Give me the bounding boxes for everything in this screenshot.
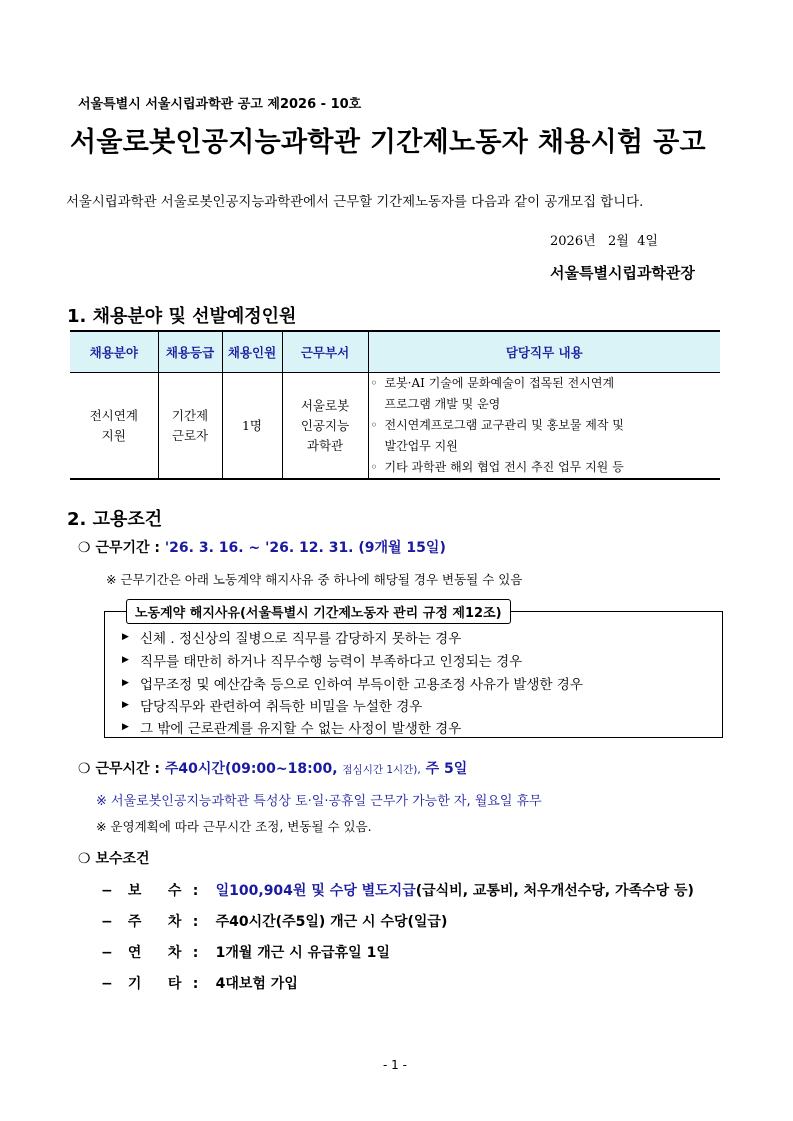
pay-item-label [128,911,188,931]
cell-grade-line: 기간제 [171,407,209,423]
work-period-label: 근무기간 : [95,540,161,556]
duty-text: 기타 과학관 해외 협업 전시 추진 업무 지원 등 [384,460,624,474]
pay-item-label [128,942,188,962]
issuer: 서울특별시립과학관장 [550,264,695,282]
intro-text: 서울시립과학관 서울로봇인공지능과학관에서 근무할 기간제노동자를 다음과 같이 공개모집 합니다. [66,195,644,210]
pay-item-label [128,973,188,993]
termination-item [122,717,461,737]
section2-heading: 2. 고용조건 [67,509,163,530]
table-row [70,373,720,480]
duty-text-cont: 프로그램 개발 및 운영 [384,397,501,411]
header-duties: 담당직무 내용 [368,331,720,373]
work-hours-row [78,758,467,778]
termination-item [122,673,583,693]
pay-label-char: 차 [167,945,182,961]
work-period-value: '26. 3. 16. ~ '26. 12. 31. (9개월 15일) [164,540,446,556]
cell-dept-line: 인공지능 [300,417,350,433]
triangle-right-icon: ▶ [122,678,129,688]
termination-item-text: 신체 . 정신상의 질병으로 직무를 감당하지 못하는 경우 [140,631,462,647]
cell-grade-line: 근로자 [171,427,209,443]
dash: − [101,976,113,992]
termination-item [122,650,522,670]
triangle-right-icon: ▶ [122,632,129,642]
pay-item [101,973,298,993]
pay-item-value: 일100,904원 및 수당 별도지급 [215,883,416,899]
pay-item [101,911,447,931]
dash: − [101,883,113,899]
termination-item-text: 그 밖에 근로관계를 유지할 수 없는 사정이 발생한 경우 [140,721,462,737]
table-header-row [70,331,720,373]
pay-label-char: 기 [127,976,142,992]
cell-dept-line: 과학관 [306,437,344,453]
pay-item-value: 주40시간(주5일) 개근 시 수당(일급) [215,914,448,930]
cell-field [70,373,158,480]
duty-text: 로봇·AI 기술에 문화예술이 접목된 전시연계 [384,376,615,390]
triangle-right-icon: ▶ [122,722,129,732]
duty-text-cont: 발간업무 지원 [384,439,458,453]
termination-title: 노동계약 해지사유(서울특별시 기간제노동자 관리 규정 제12조) [126,599,511,624]
issue-date: 2026년 2월 4일 [550,234,658,249]
cell-field-line: 전시연계 [89,407,138,423]
termination-item-text: 업무조정 및 예산감축 등으로 인하여 부득이한 고용조정 사유가 발생한 경우 [140,677,583,693]
circle-icon: ❍ [78,540,91,556]
cell-field-line: 지원 [101,427,126,443]
header-count: 채용인원 [222,331,282,373]
pay-label-char: 수 [167,883,182,899]
work-hours-lunch: 점심시간 1시간), [342,764,421,776]
cell-duties [368,373,720,480]
pay-label-char: 주 [127,914,142,930]
dash: − [101,914,113,930]
section1-heading: 1. 채용분야 및 선발예정인원 [67,306,297,327]
pay-item-value: 4대보험 가입 [215,976,298,992]
duty-item [371,415,719,436]
pay-label-char: 타 [167,976,182,992]
triangle-right-icon: ▶ [122,700,129,710]
work-hours-value: 주40시간(09:00~18:00, [164,761,338,777]
duty-item [371,373,719,394]
circle-icon: ❍ [78,761,91,777]
colon: : [192,976,199,992]
termination-item-text: 직무를 태만히 하거나 직무수행 능력이 부족하다고 인정되는 경우 [140,654,523,670]
header-grade: 채용등급 [158,331,222,373]
work-hours-note: ※ 운영계획에 따라 근무시간 조정, 변동될 수 있음. [96,819,372,834]
cell-count: 1명 [222,373,282,480]
pay-item [101,880,694,900]
pay-item [101,942,390,962]
pay-label-char: 차 [167,914,182,930]
colon: : [192,914,199,930]
termination-item-text: 담당직무와 관련하여 취득한 비밀을 누설한 경우 [140,699,423,715]
termination-item [122,627,461,647]
notice-number: 서울특별시 서울시립과학관 공고 제2026 - 10호 [78,97,362,112]
work-hours-note: ※ 서울로봇인공지능과학관 특성상 토·일·공휴일 근무가 가능한 자, 월요일 휴무 [96,794,542,809]
pay-item-label [128,880,188,900]
small-circle-icon: ◦ [370,418,378,432]
page-title: 서울로봇인공지능과학관 기간제노동자 채용시험 공고 [70,127,706,158]
termination-item [122,695,422,715]
duty-text: 전시연계프로그램 교구관리 및 홍보물 제작 및 [384,418,624,432]
small-circle-icon: ◦ [370,460,378,474]
pay-label-char: 보 [127,883,142,899]
cell-dept [282,373,368,480]
duty-item [371,457,719,478]
colon: : [192,883,199,899]
page-number: - 1 - [383,1058,407,1072]
dash: − [101,945,113,961]
pay-label-char: 연 [127,945,142,961]
recruitment-table [70,330,720,480]
cell-grade [158,373,222,480]
work-hours-days: 주 5일 [425,761,468,777]
pay-conditions-row [78,848,150,868]
work-period-note: ※ 근무기간은 아래 노동계약 해지사유 중 하나에 해당될 경우 변동될 수 있음 [106,572,523,587]
header-dept: 근무부서 [282,331,368,373]
work-period-row [78,537,446,557]
cell-dept-line: 서울로봇 [300,397,350,413]
header-field: 채용분야 [70,331,158,373]
pay-item-value: (급식비, 교통비, 처우개선수당, 가족수당 등) [415,883,694,899]
pay-conditions-label: 보수조건 [95,851,150,867]
small-circle-icon: ◦ [370,376,378,390]
triangle-right-icon: ▶ [122,655,129,665]
circle-icon: ❍ [78,851,91,867]
pay-item-value: 1개월 개근 시 유급휴일 1일 [215,945,390,961]
colon: : [192,945,199,961]
work-hours-label: 근무시간 : [95,761,161,777]
